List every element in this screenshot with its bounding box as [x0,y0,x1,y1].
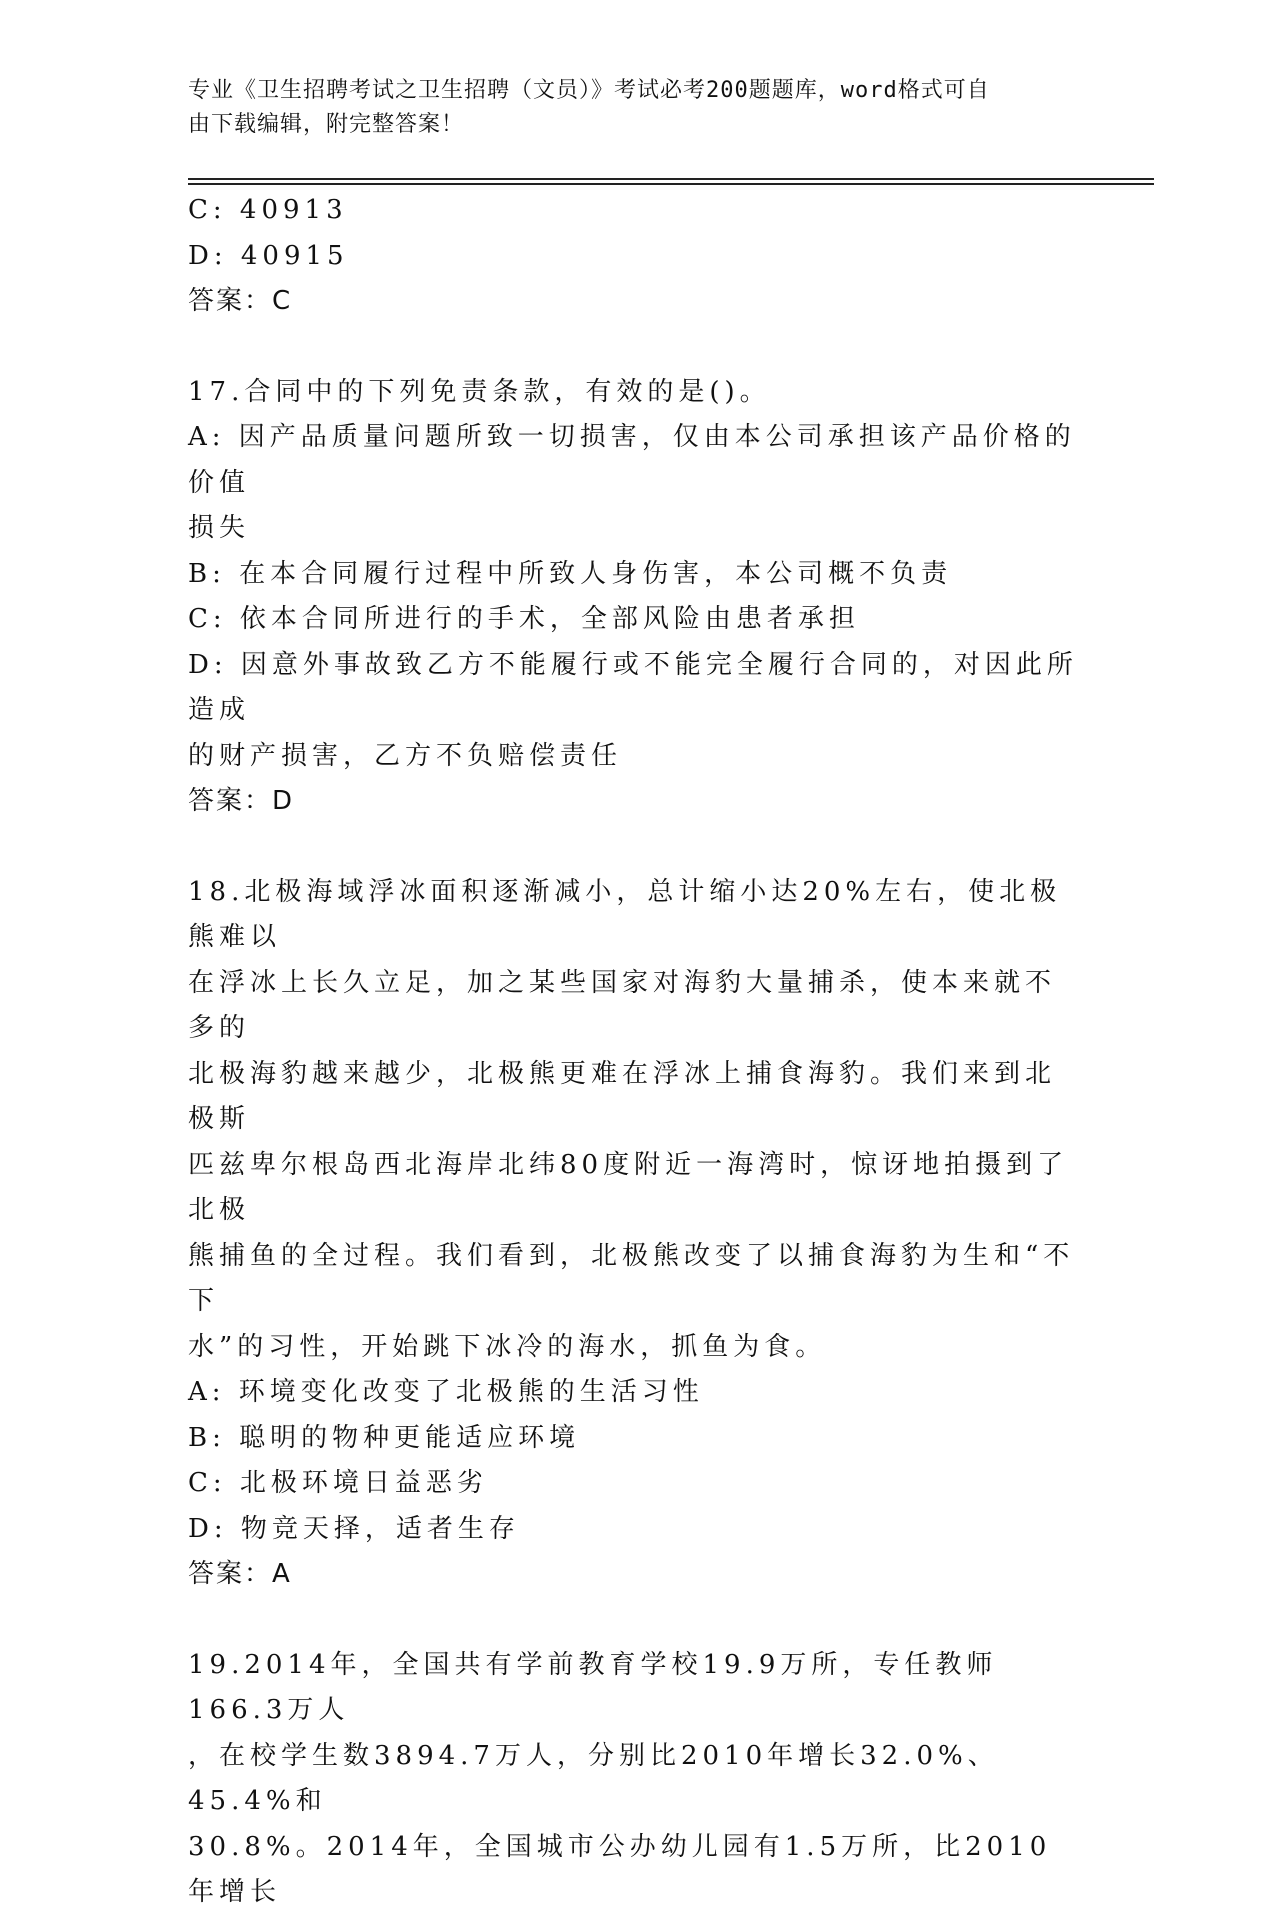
question-17 [188,370,1078,825]
option-d: D: 因意外事故致乙方不能履行或不能完全履行合同的，对因此所造成 [188,649,1078,725]
question-stem: 熊捕鱼的全过程。我们看到，北极熊改变了以捕食海豹为生和“不下 [188,1240,1075,1316]
question-stem: 17.合同中的下列免责条款，有效的是()。 [188,376,771,407]
question-stem: 水”的习性，开始跳下冰冷的海水，抓鱼为食。 [188,1331,827,1362]
question-stem: 北极海豹越来越少，北极熊更难在浮冰上捕食海豹。我们来到北极斯 [188,1058,1057,1134]
question-stem: 在浮冰上长久立足，加之某些国家对海豹大量捕杀，使本来就不多的 [188,967,1057,1043]
option-d: D: 物竞天择，适者生存 [188,1513,520,1544]
header-divider [188,178,1154,180]
option-c: C: 40913 [188,195,348,225]
answer: 答案：D [188,786,295,816]
option-d-continued: 的财产损害，乙方不负赔偿责任 [188,740,623,771]
question-19 [188,1643,1078,1916]
spacer [188,825,1078,870]
option-d: D: 40915 [188,240,349,271]
header-line: 专业《卫生招聘考试之卫生招聘（文员）》考试必考200题题库，word格式可自 [188,78,990,103]
question-stem: 19.2014年，全国共有学前教育学校19.9万所，专任教师166.3万人 [188,1649,998,1725]
page-header [188,74,1068,142]
option-b: B: 在本合同履行过程中所致人身伤害，本公司概不负责 [188,558,953,589]
header-divider [188,183,1154,185]
option-b: B: 聪明的物种更能适应环境 [188,1422,581,1453]
answer: 答案：C [188,286,293,316]
header-line: 由下载编辑，附完整答案！ [188,112,465,137]
option-a: A: 环境变化改变了北极熊的生活习性 [188,1377,704,1407]
question-16 [188,188,1078,325]
option-a: A: 因产品质量问题所致一切损害，仅由本公司承担该产品价格的价值 [188,422,1076,498]
question-stem: 30.8%。2014年，全国城市公办幼儿园有1.5万所，比2010年增长 [188,1831,1052,1907]
option-c: C: 北极环境日益恶劣 [188,1468,488,1498]
question-18 [188,870,1078,1598]
answer: 答案：A [188,1559,292,1589]
spacer [188,325,1078,370]
question-stem: 匹兹卑尔根岛西北海岸北纬80度附近一海湾时，惊讶地拍摄到了北极 [188,1149,1069,1225]
option-a-continued: 损失 [188,513,251,543]
document-body [188,188,1078,1916]
question-stem: ，在校学生数3894.7万人，分别比2010年增长32.0%、45.4%和 [188,1740,999,1816]
spacer [188,1598,1078,1643]
question-stem: 18.北极海域浮冰面积逐渐减小，总计缩小达20%左右，使北极熊难以 [188,876,1062,952]
option-c: C: 依本合同所进行的手术，全部风险由患者承担 [188,604,860,634]
